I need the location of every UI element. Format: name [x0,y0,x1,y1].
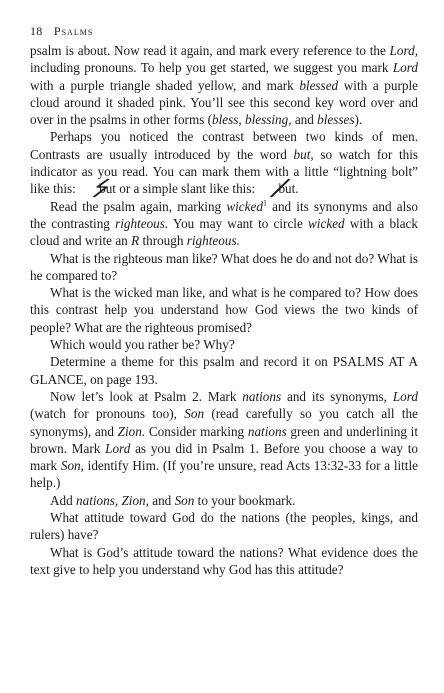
text-run: to your bookmark. [194,492,296,508]
key-word: nations [242,388,282,404]
text-run: Which would you rather be? Why? [50,337,235,353]
key-word: Lord [392,388,418,404]
paragraph-7 [30,353,418,388]
key-word: wicked [308,215,345,231]
page-number: 18 [30,24,43,38]
paragraph-2 [30,128,418,197]
marked-word: but [278,181,296,197]
paragraph-1 [30,42,418,128]
text-run: Perhaps you noticed the contrast between two kinds of men. Contrasts are usually introduced by the word [30,129,418,162]
text-run: What is the righteous man like? What does he do and not do? What is he compared to? [30,250,418,283]
key-word: Zion. [117,423,146,439]
text-run: psalm is about. Now read it again, and mark every reference to the [30,43,390,58]
text-run: and its synonyms, [281,388,393,404]
text-run: green and underlining it brown. Mark [30,423,418,456]
text-run: . [295,181,299,197]
text-run: and [148,492,175,508]
key-word: blessed [299,77,339,93]
text-run: You may want to circle [168,215,308,231]
footnote-marker: 1 [262,198,267,208]
paragraph-4 [30,250,418,285]
slant-line-icon [258,178,295,198]
paragraph-11 [30,544,418,579]
key-word: Son [174,492,195,508]
paragraph-5 [30,284,418,336]
text-run: What is the wicked man like, and what is he compared to? How does this contrast help you understand how God views the two kinds of people? What are the righteous promised? [30,285,418,335]
text-run: ). [354,112,363,128]
text-run: through [139,233,187,249]
text-run: Determine a theme for this psalm and record it on PSALMS AT A GLANCE, on page 193. [30,354,418,387]
key-word: bless, blessing, [212,112,292,128]
text-run: (read carefully so you catch all the synonyms), and [30,406,419,439]
lightning-bolt-mark-example [79,180,116,197]
paragraph-9 [30,492,418,509]
key-word: nations, Zion, [76,492,149,508]
text-run: Consider marking [145,423,248,439]
key-word: Lord, [389,43,418,58]
key-word: but, [293,146,314,162]
running-head [30,24,418,38]
marked-word: but [99,181,116,197]
slant-mark-example [258,180,295,197]
text-run: and its synonyms and also the contrasting [30,198,419,231]
text-run: with a purple triangle shaded yellow, and mark [30,77,300,93]
key-word: righteous. [115,215,169,231]
text-run: identify Him. (If you’re unsure, read Acts 13:32-33 for a little help.) [30,458,418,491]
paragraph-8 [30,388,418,492]
text-run: as you did in Psalm 1. Before you choose a way to mark [30,440,419,474]
text-run: What is God’s attitude toward the nations? What evidence does the text give to help you understand why God has this attitude? [30,544,418,577]
paragraph-6 [30,336,418,353]
text-run: Now let’s look at Psalm 2. Mark [50,388,243,404]
text-run: with a black cloud and write an [30,215,418,249]
key-word: blesses [317,112,355,128]
text-run: Add [50,492,77,508]
text-run: so watch for this indicator as you read. You can mark them with a little “lightning bolt” like this: [30,146,418,197]
lightning-bolt-icon [79,178,116,198]
running-title: Psalms [53,24,94,38]
key-word: Son [184,406,205,422]
key-word: wicked [226,198,263,214]
paragraph-3 [30,198,418,250]
key-word: Son, [60,458,84,474]
book-page [30,24,418,578]
key-word: Lord [392,60,418,76]
key-word: nations [247,423,287,439]
text-run: (watch for pronouns too), [30,406,185,422]
text-run: or a simple slant like this: [115,181,259,197]
text-run: including pronouns. To help you get started, we suggest you mark [30,60,393,76]
text-run: Read the psalm again, marking [50,198,227,214]
text-run: with a purple cloud around it shaded pink. You’ll see this second key word over and over in the psalms in other forms ( [30,77,418,128]
text-run: What attitude toward God do the nations (the peoples, kings, and rulers) have? [30,510,418,543]
key-word: Lord [105,440,131,456]
key-word: righteous. [186,233,240,249]
paragraph-10 [30,509,418,544]
text-run: and [291,112,318,128]
key-word: R [131,233,140,249]
